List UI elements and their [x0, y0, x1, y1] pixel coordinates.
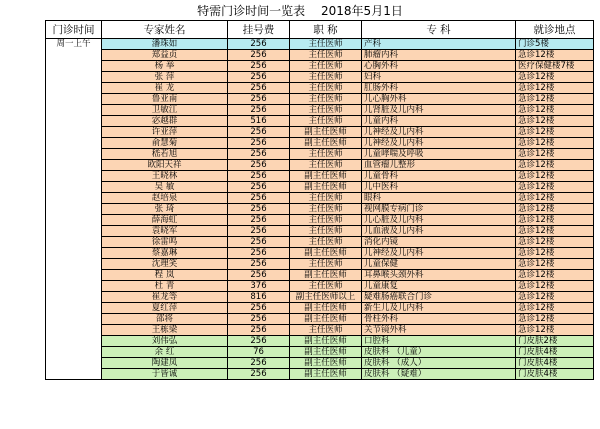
cell-name: 薛海虹 — [102, 215, 228, 226]
cell-name: 王晓林 — [102, 171, 228, 182]
table-row — [46, 270, 594, 281]
table-row — [46, 226, 594, 237]
cell-rank: 主任医师 — [290, 83, 362, 94]
cell-rank: 副主任医师 — [290, 270, 362, 281]
table-row — [46, 259, 594, 270]
cell-location: 门皮肤4楼 — [516, 369, 594, 380]
cell-dept: 皮肤科 （疑难） — [362, 369, 516, 380]
cell-location: 急诊12楼 — [516, 182, 594, 193]
cell-fee: 256 — [228, 358, 290, 369]
cell-rank: 主任医师 — [290, 61, 362, 72]
table-row — [46, 193, 594, 204]
title-main: 特需门诊时间一览表 — [197, 4, 306, 18]
cell-rank: 副主任医师 — [290, 303, 362, 314]
cell-name: 程 岚 — [102, 270, 228, 281]
cell-location: 急诊12楼 — [516, 314, 594, 325]
cell-location: 急诊12楼 — [516, 281, 594, 292]
cell-rank: 副主任医师 — [290, 138, 362, 149]
cell-dept: 眼科 — [362, 193, 516, 204]
cell-location: 急诊12楼 — [516, 171, 594, 182]
cell-rank: 主任医师 — [290, 215, 362, 226]
header-dept: 专 科 — [362, 21, 516, 39]
cell-name: 杨 举 — [102, 61, 228, 72]
table-row — [46, 292, 594, 303]
cell-dept: 儿童哮喘及呼吸 — [362, 149, 516, 160]
cell-rank: 主任医师 — [290, 226, 362, 237]
cell-fee: 256 — [228, 259, 290, 270]
cell-dept: 儿中医科 — [362, 182, 516, 193]
cell-location: 急诊12楼 — [516, 193, 594, 204]
table-row — [46, 39, 594, 50]
cell-name: 郑益贞 — [102, 50, 228, 61]
cell-fee: 256 — [228, 149, 290, 160]
table-row — [46, 237, 594, 248]
cell-name: 杜 青 — [102, 281, 228, 292]
table-row — [46, 149, 594, 160]
header-name: 专家姓名 — [102, 21, 228, 39]
cell-fee: 256 — [228, 237, 290, 248]
cell-dept: 儿童保健 — [362, 259, 516, 270]
cell-rank: 副主任医师 — [290, 336, 362, 347]
cell-fee: 256 — [228, 127, 290, 138]
header-row — [46, 21, 594, 39]
cell-dept: 儿童骨科 — [362, 171, 516, 182]
cell-rank: 主任医师 — [290, 325, 362, 336]
cell-dept: 儿血液及儿内科 — [362, 226, 516, 237]
table-row — [46, 347, 594, 358]
cell-rank: 副主任医师 — [290, 358, 362, 369]
cell-name: 余 红 — [102, 347, 228, 358]
cell-rank: 主任医师 — [290, 105, 362, 116]
cell-name: 欧阳天祥 — [102, 160, 228, 171]
table-row — [46, 72, 594, 83]
cell-fee: 256 — [228, 270, 290, 281]
cell-rank: 副主任医师 — [290, 314, 362, 325]
cell-dept: 骨柱外科 — [362, 314, 516, 325]
cell-fee: 76 — [228, 347, 290, 358]
cell-rank: 主任医师 — [290, 204, 362, 215]
cell-location: 急诊12楼 — [516, 270, 594, 281]
cell-name: 夏红萍 — [102, 303, 228, 314]
cell-dept: 产科 — [362, 39, 516, 50]
cell-location: 急诊12楼 — [516, 237, 594, 248]
header-location: 就诊地点 — [516, 21, 594, 39]
table-row — [46, 105, 594, 116]
cell-dept: 视网膜专病门诊 — [362, 204, 516, 215]
cell-fee: 256 — [228, 336, 290, 347]
cell-name: 蔡嘉琳 — [102, 248, 228, 259]
cell-rank: 主任医师 — [290, 281, 362, 292]
cell-location: 急诊12楼 — [516, 325, 594, 336]
cell-location: 急诊12楼 — [516, 259, 594, 270]
cell-rank: 副主任医师 — [290, 127, 362, 138]
cell-dept: 皮肤科 （成人） — [362, 358, 516, 369]
cell-fee: 256 — [228, 160, 290, 171]
cell-location: 急诊12楼 — [516, 50, 594, 61]
table-row — [46, 160, 594, 171]
table-row — [46, 281, 594, 292]
cell-name: 王栋梁 — [102, 325, 228, 336]
cell-name: 潘珠如 — [102, 39, 228, 50]
cell-name: 张 萍 — [102, 72, 228, 83]
table-body — [46, 39, 594, 380]
cell-dept: 儿心脏及儿内科 — [362, 215, 516, 226]
cell-rank: 主任医师 — [290, 149, 362, 160]
cell-fee: 256 — [228, 61, 290, 72]
table-row — [46, 314, 594, 325]
cell-location: 急诊12楼 — [516, 94, 594, 105]
page-title — [0, 2, 600, 20]
cell-rank: 副主任医师 — [290, 248, 362, 259]
cell-rank: 副主任医师以上 — [290, 292, 362, 303]
cell-rank: 副主任医师 — [290, 182, 362, 193]
cell-fee: 256 — [228, 50, 290, 61]
cell-fee: 256 — [228, 248, 290, 259]
cell-location: 门皮肤4楼 — [516, 347, 594, 358]
cell-fee: 256 — [228, 226, 290, 237]
cell-name: 崔龙等 — [102, 292, 228, 303]
cell-location: 门诊5楼 — [516, 39, 594, 50]
cell-fee: 256 — [228, 138, 290, 149]
cell-fee: 256 — [228, 314, 290, 325]
cell-rank: 主任医师 — [290, 160, 362, 171]
table-row — [46, 61, 594, 72]
cell-dept: 心胸外科 — [362, 61, 516, 72]
cell-name: 宓越群 — [102, 116, 228, 127]
table-row — [46, 336, 594, 347]
cell-rank: 主任医师 — [290, 50, 362, 61]
cell-location: 急诊12楼 — [516, 149, 594, 160]
table-row — [46, 215, 594, 226]
cell-name: 刘伟弘 — [102, 336, 228, 347]
table-row — [46, 248, 594, 259]
cell-name: 于皆诚 — [102, 369, 228, 380]
title-date: 2018年5月1日 — [321, 4, 403, 18]
table-row — [46, 138, 594, 149]
cell-name: 陶建凤 — [102, 358, 228, 369]
cell-dept: 儿神经及儿内科 — [362, 248, 516, 259]
cell-name: 嵇若旭 — [102, 149, 228, 160]
cell-rank: 主任医师 — [290, 94, 362, 105]
cell-dept: 肛肠外科 — [362, 83, 516, 94]
cell-location: 急诊12楼 — [516, 72, 594, 83]
cell-dept: 消化内镜 — [362, 237, 516, 248]
cell-location: 急诊12楼 — [516, 226, 594, 237]
cell-fee: 256 — [228, 325, 290, 336]
cell-fee: 256 — [228, 105, 290, 116]
cell-location: 急诊12楼 — [516, 160, 594, 171]
cell-rank: 主任医师 — [290, 39, 362, 50]
cell-fee: 256 — [228, 369, 290, 380]
cell-fee: 256 — [228, 83, 290, 94]
cell-location: 急诊12楼 — [516, 105, 594, 116]
table-row — [46, 325, 594, 336]
cell-location: 急诊12楼 — [516, 83, 594, 94]
cell-location: 门皮肤2楼 — [516, 336, 594, 347]
cell-name: 吴 敏 — [102, 182, 228, 193]
cell-location: 急诊12楼 — [516, 248, 594, 259]
cell-fee: 256 — [228, 171, 290, 182]
cell-name: 崔 龙 — [102, 83, 228, 94]
cell-location: 急诊12楼 — [516, 138, 594, 149]
cell-rank: 主任医师 — [290, 72, 362, 83]
cell-fee: 256 — [228, 94, 290, 105]
cell-name: 袁晓军 — [102, 226, 228, 237]
cell-name: 邵将 — [102, 314, 228, 325]
cell-location: 急诊12楼 — [516, 303, 594, 314]
table-row — [46, 204, 594, 215]
cell-rank: 主任医师 — [290, 237, 362, 248]
cell-fee: 256 — [228, 215, 290, 226]
cell-fee: 256 — [228, 72, 290, 83]
table-row — [46, 358, 594, 369]
cell-dept: 肺瘤内科 — [362, 50, 516, 61]
cell-dept: 儿童康复 — [362, 281, 516, 292]
table-row — [46, 127, 594, 138]
table-row — [46, 83, 594, 94]
cell-dept: 儿神经及儿内科 — [362, 127, 516, 138]
cell-fee: 256 — [228, 303, 290, 314]
header-fee: 挂号费 — [228, 21, 290, 39]
cell-dept: 疑难肠癌联合门诊 — [362, 292, 516, 303]
cell-session: 周一上午 — [46, 39, 102, 380]
cell-fee: 256 — [228, 204, 290, 215]
cell-name: 许亚萍 — [102, 127, 228, 138]
cell-dept: 儿肾脏及儿内科 — [362, 105, 516, 116]
table-row — [46, 50, 594, 61]
cell-location: 急诊12楼 — [516, 116, 594, 127]
cell-name: 张 琦 — [102, 204, 228, 215]
cell-dept: 血管瘤儿整形 — [362, 160, 516, 171]
table-row — [46, 369, 594, 380]
cell-dept: 皮肤科 （儿童） — [362, 347, 516, 358]
cell-dept: 新生儿及儿内科 — [362, 303, 516, 314]
cell-fee: 256 — [228, 193, 290, 204]
cell-dept: 耳鼻喉头颈外科 — [362, 270, 516, 281]
cell-fee: 516 — [228, 116, 290, 127]
cell-rank: 主任医师 — [290, 116, 362, 127]
cell-location: 门皮肤4楼 — [516, 358, 594, 369]
table-row — [46, 303, 594, 314]
cell-dept: 妇科 — [362, 72, 516, 83]
cell-fee: 376 — [228, 281, 290, 292]
cell-location: 急诊12楼 — [516, 127, 594, 138]
cell-name: 卫敏江 — [102, 105, 228, 116]
cell-location: 急诊12楼 — [516, 292, 594, 303]
cell-dept: 儿童内科 — [362, 116, 516, 127]
cell-name: 鲁亚南 — [102, 94, 228, 105]
cell-location: 急诊12楼 — [516, 204, 594, 215]
schedule-table — [45, 20, 594, 380]
table-row — [46, 182, 594, 193]
cell-fee: 256 — [228, 182, 290, 193]
header-rank: 职 称 — [290, 21, 362, 39]
header-session: 门诊时间 — [46, 21, 102, 39]
cell-name: 徐雷鸣 — [102, 237, 228, 248]
cell-dept: 关节镜外科 — [362, 325, 516, 336]
cell-rank: 副主任医师 — [290, 347, 362, 358]
cell-dept: 儿心胸外科 — [362, 94, 516, 105]
cell-rank: 主任医师 — [290, 193, 362, 204]
cell-location: 医疗保健楼7楼 — [516, 61, 594, 72]
cell-rank: 副主任医师 — [290, 171, 362, 182]
table-row — [46, 94, 594, 105]
cell-location: 急诊12楼 — [516, 215, 594, 226]
table-row — [46, 116, 594, 127]
cell-fee: 816 — [228, 292, 290, 303]
cell-dept: 儿神经及儿内科 — [362, 138, 516, 149]
cell-dept: 口腔科 — [362, 336, 516, 347]
cell-rank: 主任医师 — [290, 259, 362, 270]
cell-name: 赵培泉 — [102, 193, 228, 204]
cell-rank: 副主任医师 — [290, 369, 362, 380]
cell-name: 俞慧菊 — [102, 138, 228, 149]
cell-name: 沈理笑 — [102, 259, 228, 270]
cell-fee: 256 — [228, 39, 290, 50]
table-row — [46, 171, 594, 182]
